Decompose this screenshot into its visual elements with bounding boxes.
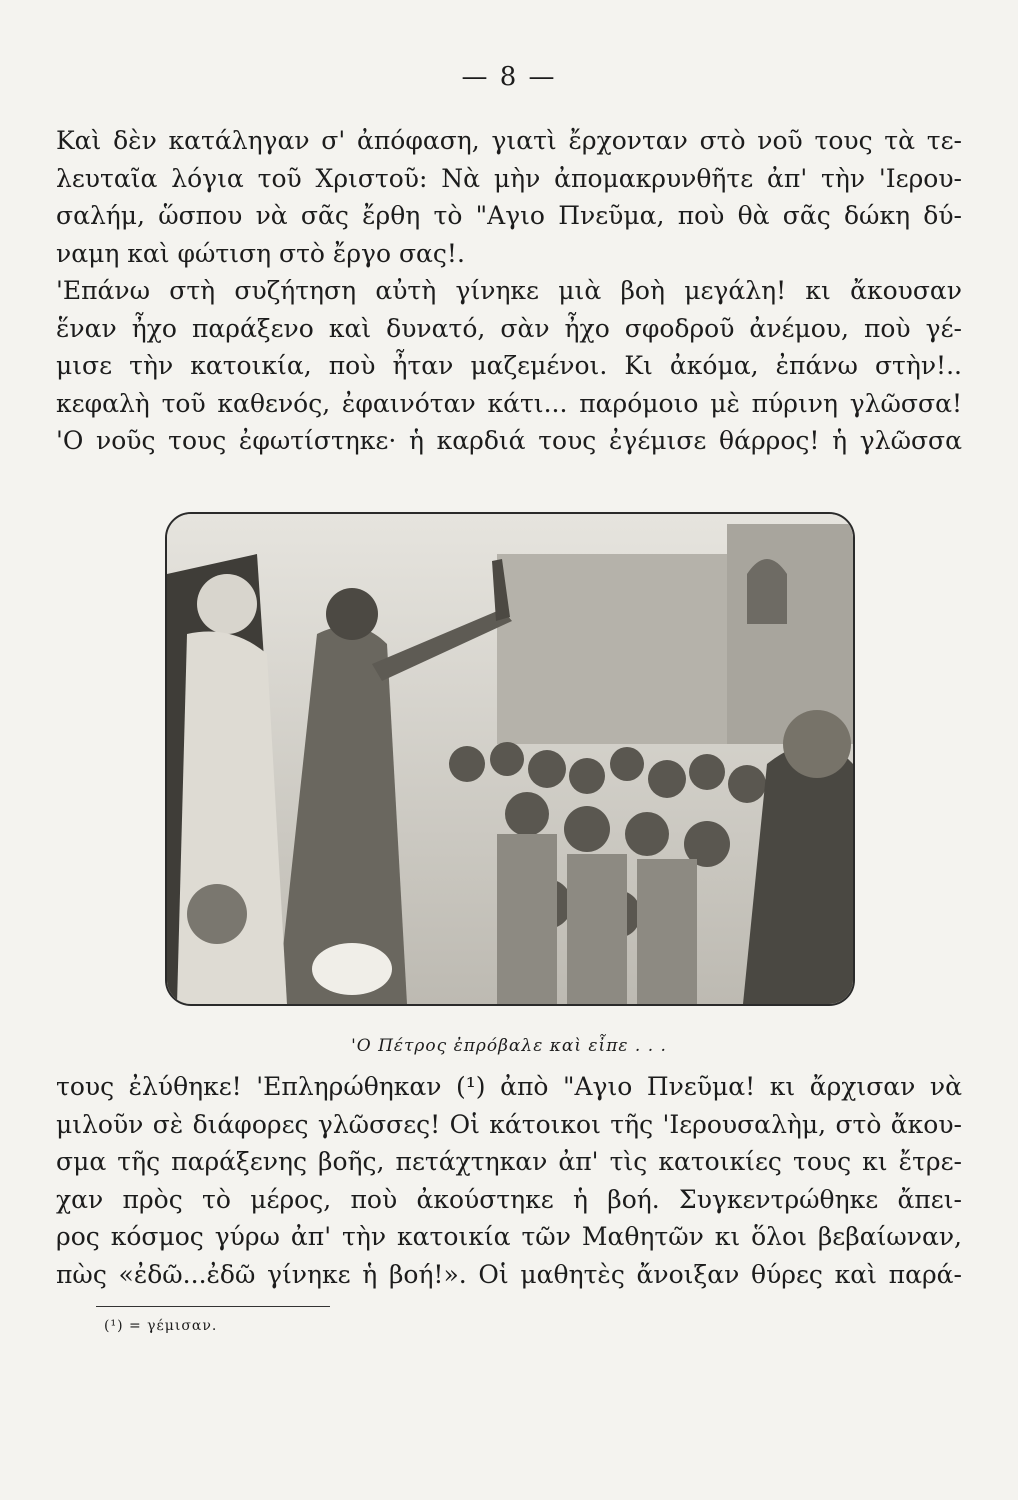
illustration-image	[167, 514, 853, 1004]
text-line: ρος κόσμος γύρω ἀπ' τὴν κατοικία τῶν Μαθητῶν κι ὅλοι βεβαίωναν,	[56, 1222, 962, 1251]
text-line: ναμη καὶ φώτιση στὸ ἔργο σας!.	[56, 238, 465, 268]
text-line: λευταῖα λόγια τοῦ Χριστοῦ: Νὰ μὴν ἀπομακρυνθῆτε ἀπ' τὴν 'Ιερου-	[56, 163, 962, 193]
figure-caption: 'Ο Πέτρος ἐπρόβαλε καὶ εἶπε . . .	[351, 1036, 667, 1056]
footnote: (¹) = γέμισαν.	[104, 1318, 218, 1334]
text-line: ἕναν ἦχο παράξενο καὶ δυνατό, σὰν ἦχο σφοδροῦ ἀνέμου, ποὺ γέ-	[56, 313, 962, 343]
text-line: πὼς «ἐδῶ...ἐδῶ γίνηκε ἡ βοή!». Οἱ μαθητὲς ἄνοιξαν θύρες καὶ παρά-	[56, 1259, 962, 1289]
text-line: σμα τῆς παράξενης βοῆς, πετάχτηκαν ἀπ' τὶς κατοικίες τους κι ἔτρε-	[56, 1147, 962, 1176]
text-line: κεφαλὴ τοῦ καθενός, ἐφαινόταν κάτι... παρόμοιο μὲ πύρινη γλῶσσα!	[56, 388, 962, 418]
text-line: Καὶ δὲν κατάληγαν σ' ἀπόφαση, γιατὶ ἔρχονταν στὸ νοῦ τους τὰ τε-	[56, 126, 962, 155]
text-line: μισε τὴν κατοικία, ποὺ ἦταν μαζεμένοι. Κι ἀκόμα, ἐπάνω στὴν!..	[56, 351, 962, 380]
footnote-divider	[96, 1306, 330, 1307]
text-line: σαλήμ, ὥσπου νὰ σᾶς ἔρθη τὸ "Αγιο Πνεῦμα, ποὺ θὰ σᾶς δώκη δύ-	[56, 201, 962, 230]
page-number: — 8 —	[461, 62, 557, 92]
text-line: 'Επάνω στὴ συζήτηση αὐτὴ γίνηκε μιὰ βοὴ μεγάλη! κι ἄκουσαν	[56, 276, 962, 305]
illustration-peter-preaching	[165, 512, 855, 1006]
text-line: χαν πρὸς τὸ μέρος, ποὺ ἀκούστηκε ἡ βοή. Συγκεντρώθηκε ἄπει-	[56, 1184, 962, 1214]
text-line: 'Ο νοῦς τους ἐφωτίστηκε· ἡ καρδιά τους ἐγέμισε θάρρος! ἡ γλῶσσα	[56, 426, 962, 455]
text-line: τους ἐλύθηκε! 'Επληρώθηκαν (¹) ἀπὸ "Αγιο Πνεῦμα! κι ἄρχισαν νὰ	[56, 1072, 962, 1101]
text-line: μιλοῦν σὲ διάφορες γλῶσσες! Οἱ κάτοικοι τῆς 'Ιερουσαλὴμ, στὸ ἄκου-	[56, 1109, 962, 1139]
body-text-bottom	[56, 1068, 962, 1293]
body-text-top	[56, 122, 962, 460]
